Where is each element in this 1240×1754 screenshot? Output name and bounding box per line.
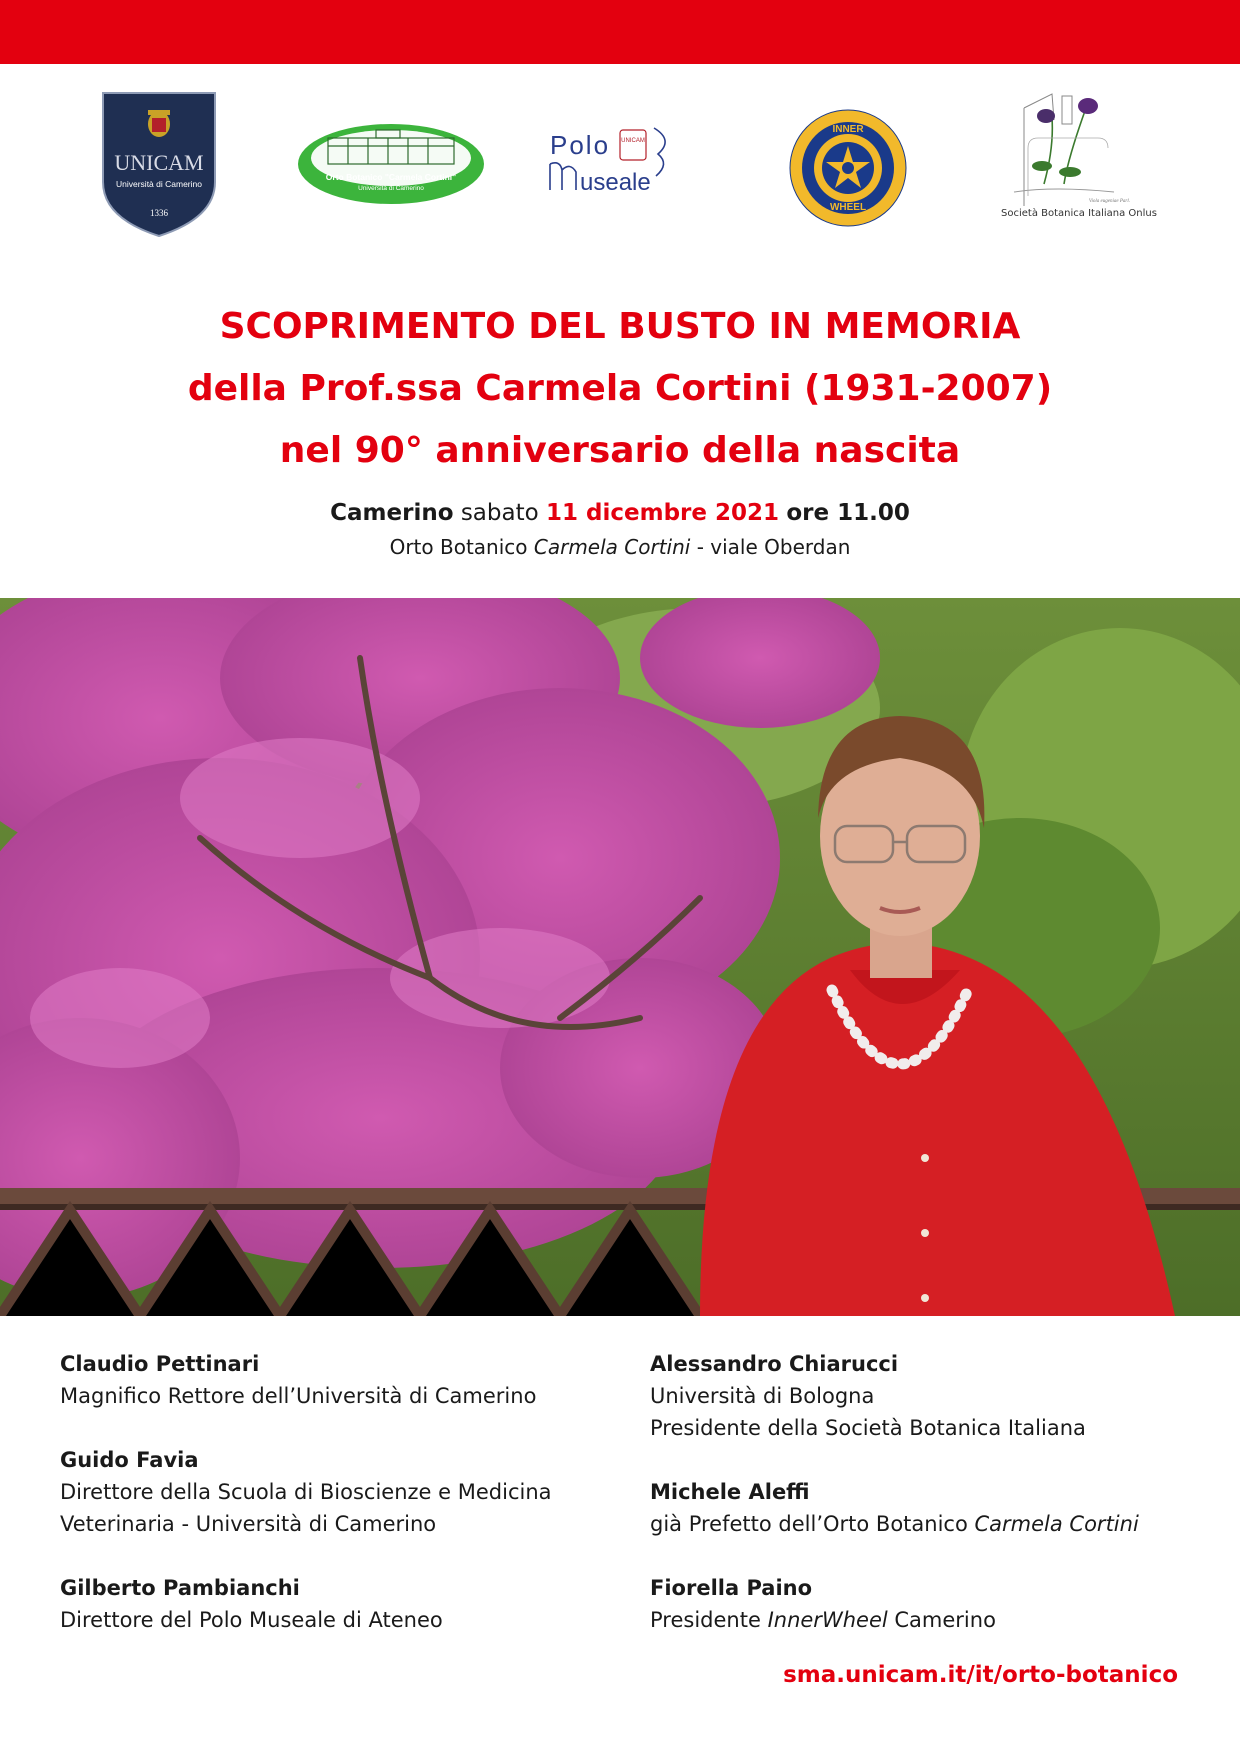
place-name: Carmela Cortini	[533, 535, 691, 559]
portrait-illustration	[0, 598, 1240, 1316]
speaker-role-2: Veterinaria - Università di Camerino	[60, 1512, 437, 1536]
unicam-logo-subtitle: Università di Camerino	[116, 179, 202, 189]
speaker-3	[60, 1572, 443, 1636]
portrait-photo	[0, 598, 1240, 1316]
inner-wheel-top: INNER	[832, 124, 864, 135]
orto-logo-line2: Università di Camerino	[358, 185, 424, 192]
event-time: ore 11.00	[786, 500, 910, 526]
unicam-logo	[100, 90, 218, 238]
speaker-role: Direttore del Polo Museale di Ateneo	[60, 1608, 443, 1632]
speaker-name: Gilberto Pambianchi	[60, 1576, 300, 1600]
speaker-6	[650, 1572, 996, 1636]
polo-museale-logo	[546, 120, 686, 200]
speaker-name: Claudio Pettinari	[60, 1352, 260, 1376]
speaker-role: Presidente InnerWheel Camerino	[650, 1608, 996, 1632]
unicam-logo-name: UNICAM	[114, 150, 204, 175]
polo-logo-word1: Polo	[550, 130, 611, 160]
speaker-1	[60, 1348, 536, 1412]
speaker-role-2: Presidente della Società Botanica Italiana	[650, 1416, 1086, 1440]
event-title	[0, 296, 1240, 482]
inner-wheel-bottom: WHEEL	[829, 202, 867, 213]
sbi-logo	[994, 88, 1164, 219]
speaker-4	[650, 1348, 1086, 1444]
speaker-2	[60, 1444, 552, 1540]
speaker-name: Fiorella Paino	[650, 1576, 813, 1600]
speaker-role: già Prefetto dell’Orto Botanico Carmela Cortini	[650, 1512, 1139, 1536]
polo-logo-word2: useale	[580, 169, 651, 196]
title-line-1: SCOPRIMENTO DEL BUSTO IN MEMORIA	[219, 306, 1021, 347]
polo-logo-badge: UNICAM	[621, 138, 645, 144]
event-when	[0, 496, 1240, 530]
sbi-script: Viola eugeniae Parl.	[1088, 199, 1130, 204]
orto-logo-line1: Orto Botanico "Carmela Cortini"	[325, 172, 457, 182]
speaker-role: Università di Bologna	[650, 1384, 875, 1408]
title-line-2: della Prof.ssa Carmela Cortini (1931-2007)	[187, 368, 1053, 409]
speaker-name: Michele Aleffi	[650, 1480, 810, 1504]
orto-botanico-logo	[296, 122, 486, 206]
speaker-name: Alessandro Chiarucci	[650, 1352, 899, 1376]
event-city: Camerino	[330, 500, 454, 526]
top-red-bar	[0, 0, 1240, 64]
sbi-caption: Società Botanica Italiana Onlus	[1001, 208, 1157, 219]
website-url: sma.unicam.it/it/orto-botanico	[783, 1662, 1178, 1688]
speakers-list	[60, 1348, 1190, 1632]
place-suffix: - viale Oberdan	[696, 535, 851, 559]
event-where	[0, 532, 1240, 562]
speaker-5	[650, 1476, 1139, 1540]
unicam-logo-year: 1336	[150, 208, 168, 218]
title-line-3: nel 90° anniversario della nascita	[279, 430, 961, 471]
inner-wheel-logo	[786, 106, 910, 230]
event-date: 11 dicembre 2021	[546, 500, 780, 526]
speaker-role: Direttore della Scuola di Bioscienze e Medicina	[60, 1480, 552, 1504]
speaker-role: Magnifico Rettore dell’Università di Camerino	[60, 1384, 537, 1408]
speaker-name: Guido Favia	[60, 1448, 199, 1472]
logos-row	[0, 88, 1240, 248]
place-prefix: Orto Botanico	[389, 535, 528, 559]
event-day: sabato	[460, 500, 539, 526]
